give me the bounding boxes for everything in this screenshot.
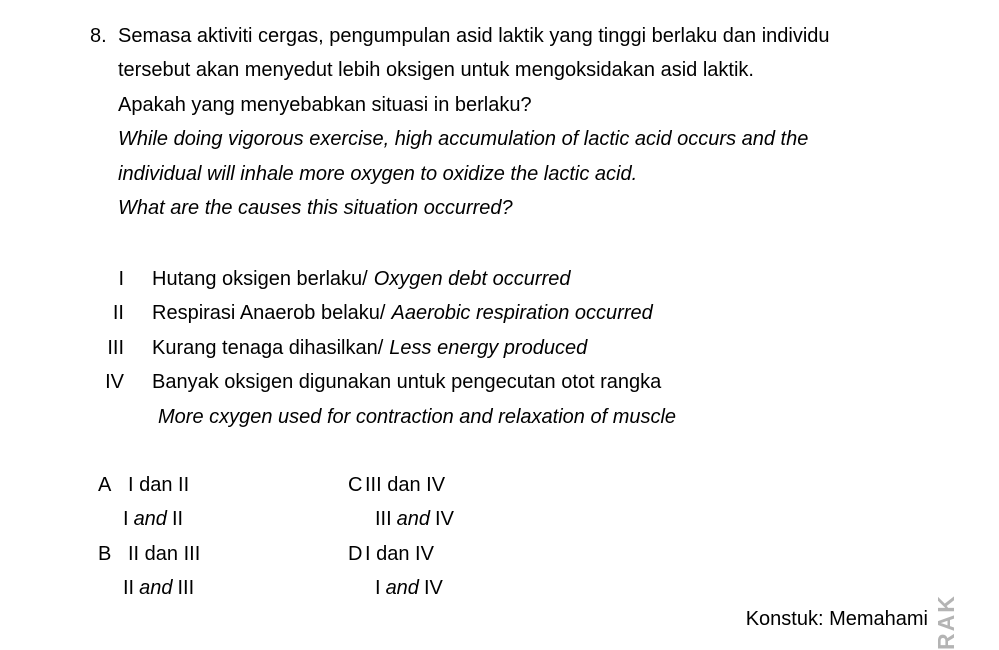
statement-malay-1: Hutang oksigen berlaku/ [152,268,368,290]
statement-english-1: Oxygen debt occurred [373,268,571,290]
question-text-english-3: What are the causes this situation occurred? [118,196,513,219]
statement-malay-4: Banyak oksigen digunakan untuk pengecutan otot rangka [152,371,662,394]
option-english-d-seg1: I [375,577,381,600]
option-english-a-seg1: I [123,508,129,531]
option-row-b [98,537,200,571]
option-letter-a: A [98,474,112,496]
option-row-d [348,537,454,571]
option-english-d-and: and [385,577,419,600]
option-row-c [348,468,454,502]
option-english-c-and: and [396,508,431,531]
question-text-malay-2: tersebut akan menyedut lebih oksigen untuk mengoksidakan asid laktik. [118,59,754,82]
question-text-english-2: individual will inhale more oxygen to oxidize the lactic acid. [118,162,638,185]
option-letter-b: B [98,542,112,565]
option-english-c [348,502,454,536]
option-english-b [98,571,200,605]
question-text-english-1: While doing vigorous exercise, high accumulation of lactic acid occurs and the [118,128,809,151]
statement-english-3: Less energy produced [389,336,588,359]
statement-text-2 [152,302,653,324]
statement-malay-2: Respirasi Anaerob belaku/ [152,302,386,325]
question-line-malay-1 [90,19,830,53]
statement-text-1 [152,268,570,290]
option-english-c-seg2: IV [435,508,454,531]
statement-malay-3: Kurang tenaga dihasilkan/ [152,336,384,359]
option-english-d-seg2: IV [423,577,443,600]
statement-english-2: Aaerobic respiration occurred [391,302,653,325]
option-english-b-seg2: III [177,577,195,600]
watermark-text: RAK [933,594,959,650]
question-text-malay-1: Semasa aktiviti cergas, pengumpulan asid laktik yang tinggi berlaku dan individu [118,25,830,47]
statement-text-3 [152,337,587,359]
option-malay-b: II dan III [128,542,201,565]
question-block [90,19,830,225]
option-english-a-and: and [133,508,167,531]
options-column-ab [98,468,200,606]
statement-numeral-1: I [118,268,124,290]
statement-numeral-4: IV [105,371,124,394]
option-english-d [348,571,454,605]
statements-block [90,262,676,434]
option-row-a [98,468,200,502]
construct-label: Konstuk: Memahami [745,608,928,630]
option-letter-c: C [348,474,363,496]
option-english-b-and: and [139,577,173,600]
option-english-a [98,502,200,536]
option-malay-a: I dan II [128,474,190,496]
options-column-cd [348,468,454,606]
option-malay-c: III dan IV [365,474,446,496]
statement-row-1 [90,262,676,296]
option-english-a-seg2: II [171,508,184,531]
statement-row-3 [90,331,676,365]
statement-row-4 [90,365,676,399]
option-english-b-seg1: II [123,577,135,600]
statement-numeral-2: II [112,302,124,325]
question-text-malay-3: Apakah yang menyebabkan situasi in berlaku? [118,93,532,116]
statement-numeral-3: III [107,336,124,359]
statement-row-2 [90,296,676,330]
option-english-c-seg1: III [375,508,392,531]
question-number: 8. [90,25,107,47]
option-letter-d: D [348,542,363,565]
option-malay-d: I dan IV [365,542,434,565]
statement-english-4: More cxygen used for contraction and relaxation of muscle [158,405,677,428]
